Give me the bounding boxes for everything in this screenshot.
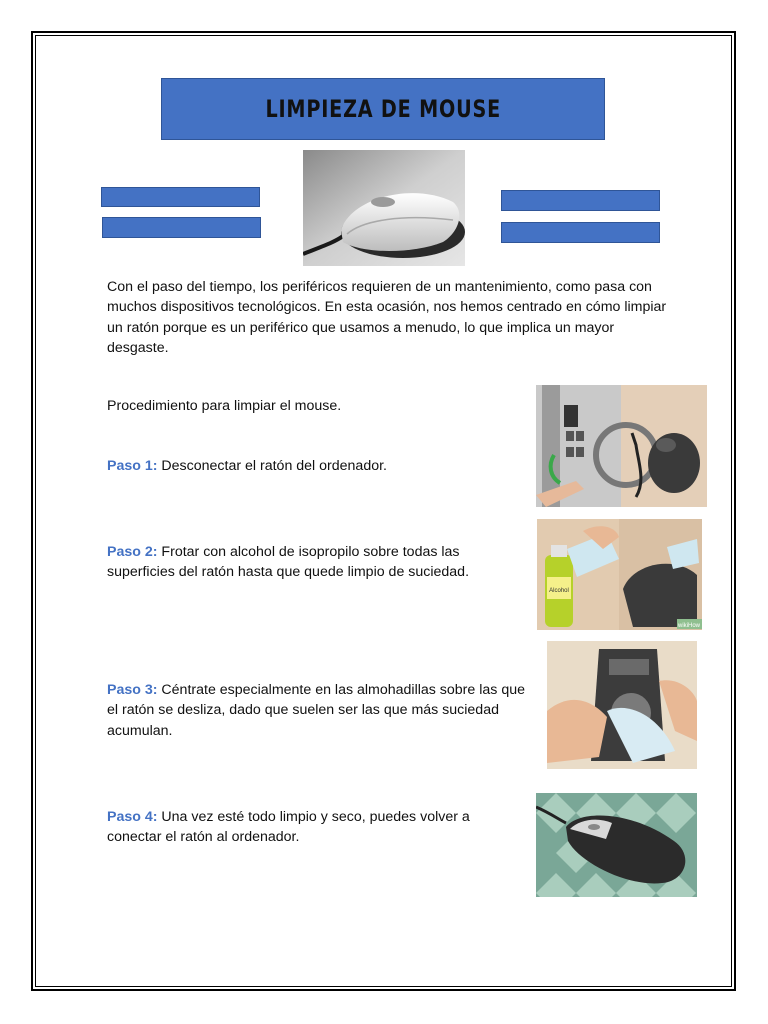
step-1-label: Paso 1: bbox=[107, 458, 158, 474]
step-1-illustration bbox=[536, 385, 707, 507]
step-2 bbox=[107, 542, 527, 583]
decorative-bar-left-bottom bbox=[102, 217, 261, 238]
watermark-text: wikiHow bbox=[677, 623, 701, 629]
step-1-text: Desconectar el ratón del ordenador. bbox=[161, 458, 387, 474]
step-4 bbox=[107, 807, 527, 848]
decorative-bar-right-bottom bbox=[501, 222, 660, 243]
step-3-text: Céntrate especialmente en las almohadillas sobre las que el ratón se desliza, dado que suelen ser las que más suciedad acumulan. bbox=[107, 682, 525, 739]
step-3-label: Paso 3: bbox=[107, 682, 158, 698]
page-title: LIMPIEZA DE MOUSE bbox=[265, 95, 501, 123]
step-3-illustration bbox=[547, 641, 697, 769]
step-2-label: Paso 2: bbox=[107, 544, 158, 560]
step-4-label: Paso 4: bbox=[107, 809, 158, 825]
mouse-photo bbox=[303, 150, 465, 266]
decorative-bar-right-top bbox=[501, 190, 660, 211]
decorative-bar-left-top bbox=[101, 187, 260, 207]
step-1 bbox=[107, 456, 527, 476]
intro-paragraph: Con el paso del tiempo, los periféricos requieren de un mantenimiento, como pasa con muchos dispositivos tecnológicos. En esta ocasión, nos hemos centrado en cómo limpiar un ratón porque es un periférico que usamos a menudo, lo que implica un mayor desgaste. bbox=[107, 279, 667, 356]
step-4-illustration bbox=[536, 793, 697, 897]
step-2-text: Frotar con alcohol de isopropilo sobre todas las superficies del ratón hasta que quede limpio de suciedad. bbox=[107, 544, 470, 581]
bottle-label: Alcohol bbox=[549, 588, 569, 594]
step-2-illustration bbox=[537, 519, 702, 630]
title-banner bbox=[161, 78, 605, 140]
procedure-heading: Procedimiento para limpiar el mouse. bbox=[107, 398, 342, 414]
step-4-text: Una vez esté todo limpio y seco, puedes volver a conectar el ratón al ordenador. bbox=[107, 809, 470, 846]
step-3 bbox=[107, 680, 532, 741]
